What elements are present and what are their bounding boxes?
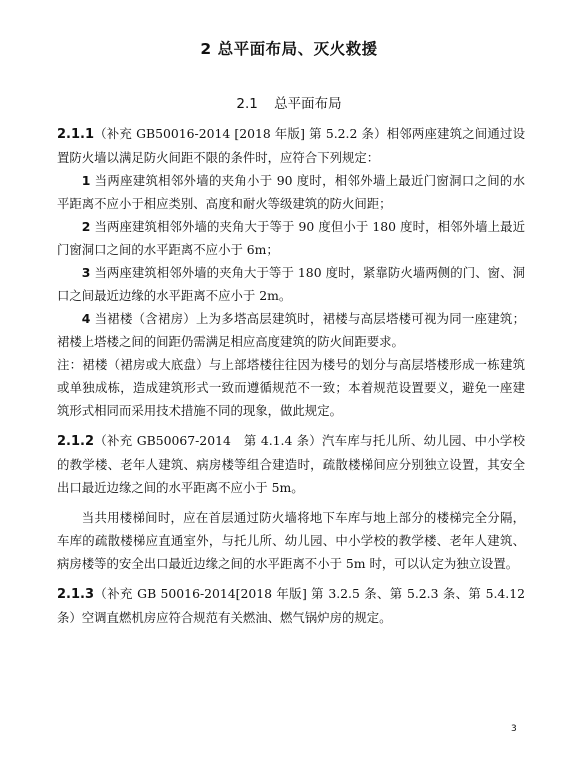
clause-number: 2.1.3 (57, 587, 95, 602)
page-number: 3 (511, 724, 517, 734)
item-number: 4 (81, 311, 91, 326)
item-text: 当两座建筑相邻外墙的夹角大于等于 90 度但小于 180 度时，相邻外墙上最近门窗洞口之间的水平距离不应小于 6m； (57, 219, 525, 257)
clause-note: 注：裙楼（裙房或大底盘）与上部塔楼往往因为楼号的划分与高层塔楼形成一栋建筑或单独成栋，造成建筑形式一致而遵循规范不一致；本着规范设置要义，避免一座建筑形式相同而采用技术措施不同的现象，做此规定。 (57, 357, 525, 418)
item-text: 当两座建筑相邻外墙的夹角小于 90 度时，相邻外墙上最近门窗洞口之间的水平距离不应小于相应类别、高度和耐火等级建筑的防火间距； (57, 173, 525, 211)
section-heading: 总平面布局 (274, 96, 342, 112)
clause-2-1-2 (57, 429, 525, 499)
clause-text: （补充 GB 50016-2014[2018 年版] 第 3.2.5 条、第 5.2.3 条、第 5.4.12 条）空调直燃机房应符合规范有关燃油、燃气锅炉房的规定。 (57, 586, 525, 625)
clause-text: （补充 GB50067-2014 第 4.1.4 条）汽车库与托儿所、幼儿园、中小学校的教学楼、老年人建筑、病房楼等组合建造时，疏散楼梯间应分别独立设置，其安全出口最近边缘之间的水平距离不应小于 5m。 (57, 433, 525, 495)
clause-2-1-1 (57, 122, 525, 169)
list-item (57, 169, 525, 215)
list-item (57, 215, 525, 261)
list-item (57, 307, 525, 353)
item-number: 3 (81, 265, 91, 280)
clause-number: 2.1.1 (57, 127, 95, 142)
section-number: 2.1 (236, 96, 258, 112)
list-item (57, 261, 525, 307)
item-text: 当裙楼（含裙房）上为多塔高层建筑时，裙楼与高层塔楼可视为同一座建筑；裙楼上塔楼之间的间距仍需满足相应高度建筑的防火间距要求。 (57, 311, 525, 349)
clause-number: 2.1.2 (57, 434, 95, 449)
chapter-title: 2 总平面布局、灭火救援 (200, 40, 378, 58)
item-text: 当两座建筑相邻外墙的夹角大于等于 180 度时，紧靠防火墙两侧的门、窗、洞口之间最近边缘的水平距离不应小于 2m。 (57, 265, 525, 303)
item-number: 2 (81, 219, 91, 234)
clause-text: （补充 GB50016-2014 [2018 年版] 第 5.2.2 条）相邻两座建筑之间通过设置防火墙以满足防火间距不限的条件时，应符合下列规定： (57, 126, 525, 165)
section-title (0, 92, 578, 112)
clause-paragraph: 当共用楼梯间时，应在首层通过防火墙将地下车库与地上部分的楼梯完全分隔，车库的疏散楼梯应直通室外，与托儿所、幼儿园、中小学校的教学楼、老年人建筑、病房楼等的安全出口最近边缘之间的水平距离不小于 5m 时，可以认定为独立设置。 (57, 510, 525, 571)
item-number: 1 (81, 173, 91, 188)
clause-2-1-3 (57, 582, 525, 629)
document-body (57, 122, 525, 629)
